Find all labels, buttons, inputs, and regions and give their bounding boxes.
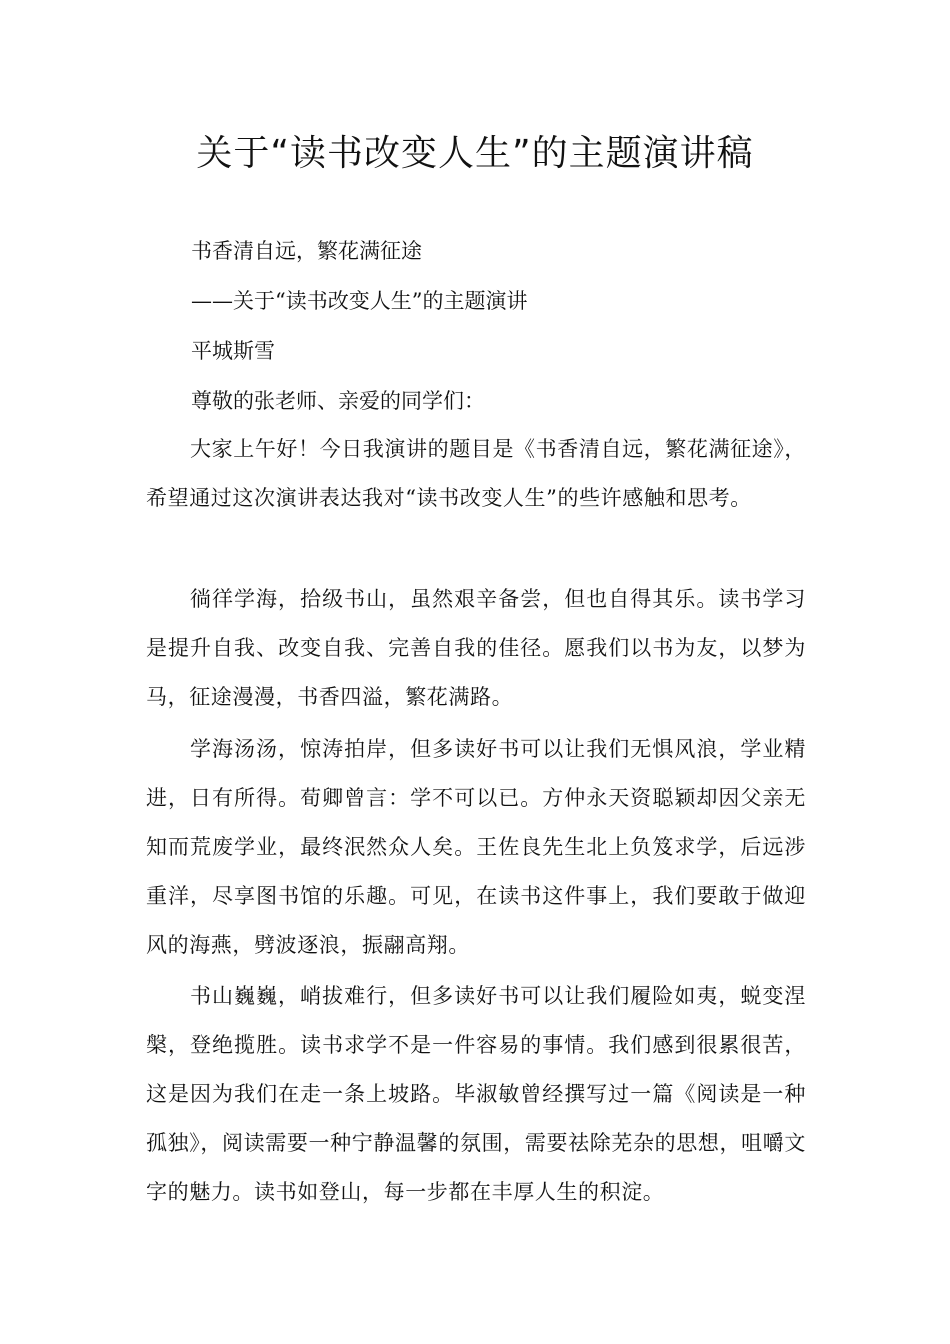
speech-theme-line: ——关于“读书改变人生”的主题演讲 (191, 289, 528, 313)
salutation: 尊敬的张老师、亲爱的同学们： (191, 389, 485, 413)
paragraph-2: 徜徉学海，拾级书山，虽然艰辛备尝，但也自得其乐。读书学习是提升自我、改变自我、完善自我的佳径。愿我们以书为友，以梦为马，征途漫漫，书香四溢，繁花满路。 (146, 587, 806, 709)
speech-subtitle: 书香清自远，繁花满征途 (191, 239, 422, 263)
paragraph-3: 学海汤汤，惊涛拍岸，但多读好书可以让我们无惧风浪，学业精进，日有所得。荀卿曾言：学不可以已。方仲永天资聪颖却因父亲无知而荒废学业，最终泯然众人矣。王佐良先生北上负笈求学，后远涉重洋，尽享图书馆的乐趣。可见，在读书这件事上，我们要敢于做迎风的海燕，劈波逐浪，振翮高翔。 (146, 737, 806, 957)
paragraph-4: 书山巍巍，峭拔难行，但多读好书可以让我们履险如夷，蜕变涅槃，登绝揽胜。读书求学不是一件容易的事情。我们感到很累很苦，这是因为我们在走一条上坡路。毕淑敏曾经撰写过一篇《阅读是一种孤独》，阅读需要一种宁静温馨的氛围，需要祛除芜杂的思想，咀嚼文字的魅力。读书如登山，每一步都在丰厚人生的积淀。 (146, 984, 806, 1204)
paragraph-1: 大家上午好！今日我演讲的题目是《书香清自远，繁花满征途》，希望通过这次演讲表达我对“读书改变人生”的些许感触和思考。 (146, 437, 806, 510)
author-name: 平城斯雪 (191, 339, 275, 363)
document-title: 关于“读书改变人生”的主题演讲稿 (196, 133, 754, 174)
